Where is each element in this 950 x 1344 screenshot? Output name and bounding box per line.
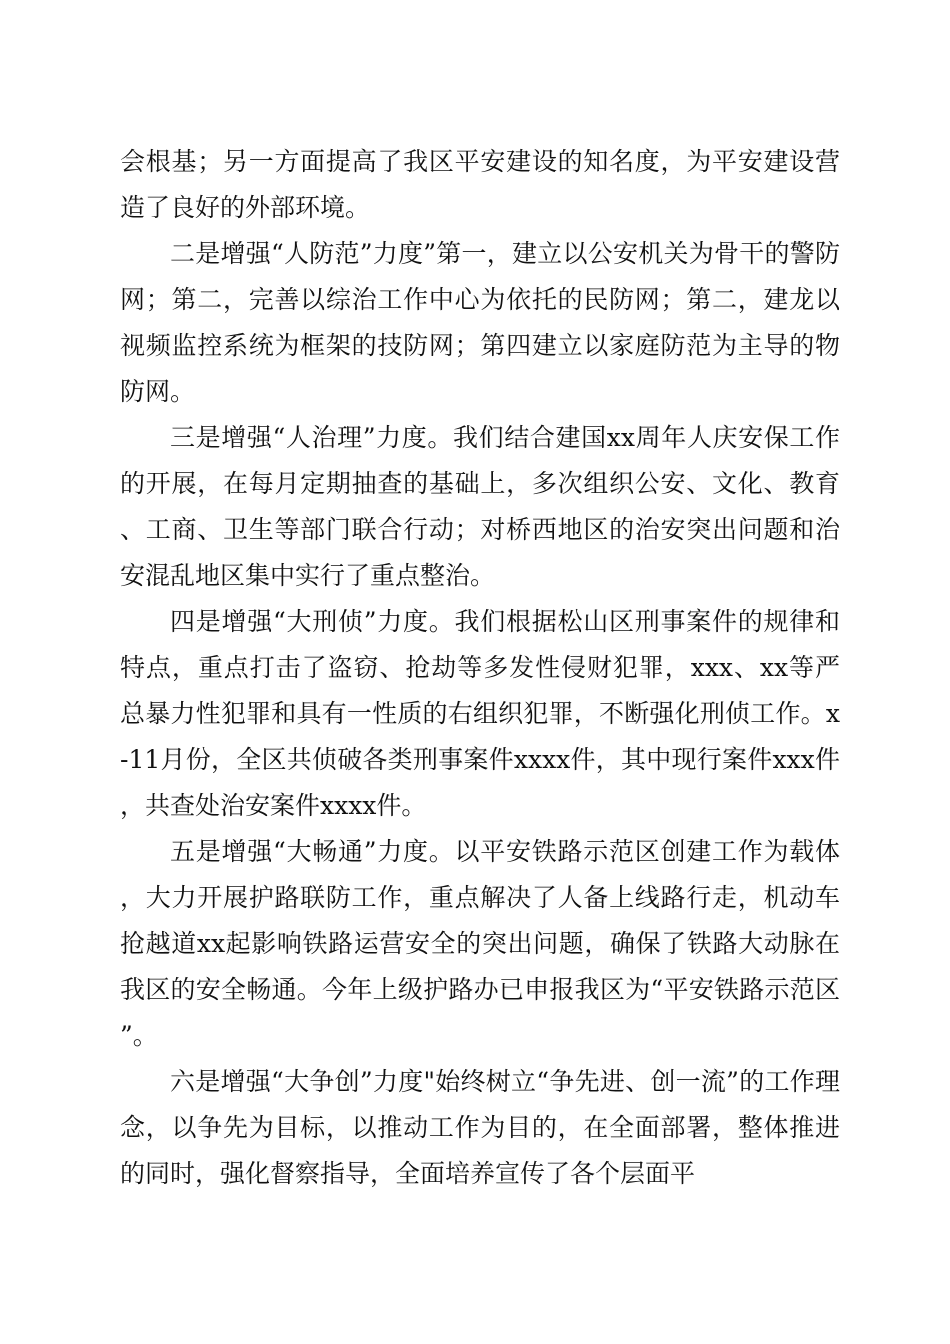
paragraph-governance: 三是增强“人治理”力度。我们结合建国xx周年人庆安保工作的开展，在每月定期抽查的基础上，多次组织公安、文化、教育、工商、卫生等部门联合行动；对桥西地区的治安突出问题和治安混乱地区集中实行了重点整治。 <box>120 423 840 590</box>
paragraph-continuation: 会根基；另一方面提高了我区平安建设的知名度，为平安建设营造了良好的外部环境。 <box>120 147 840 222</box>
paragraph-personnel-defense: 二是增强“人防范”力度”第一，建立以公安机关为骨干的警防网；第二，完善以综治工作中心为依托的民防网；第二，建龙以视频监控系统为框架的技防网；第四建立以家庭防范为主导的物防网。 <box>120 239 840 406</box>
paragraph-competition: 六是增强“大争创”力度"始终树立“争先进、创一流”的工作理念，以争先为目标，以推动工作为目的，在全面部署，整体推进的同时，强化督察指导，全面培养宣传了各个层面平 <box>120 1067 840 1188</box>
document-body <box>120 139 840 1197</box>
paragraph-criminal-investigation: 四是增强“大刑侦”力度。我们根据松山区刑事案件的规律和特点，重点打击了盗窃、抢劫等多发性侵财犯罪，xxx、xx等严总暴力性犯罪和具有一性质的右组织犯罪，不断强化刑侦工作。x-11月份，全区共侦破各类刑事案件xxxx件，其中现行案件xxx件，共查处治安案件xxxx件。 <box>120 607 840 820</box>
paragraph-railway-safety: 五是增强“大畅通”力度。以平安铁路示范区创建工作为载体，大力开展护路联防工作，重点解决了人备上线路行走，机动车抢越道xx起影响铁路运营安全的突出问题，确保了铁路大动脉在我区的安全畅通。今年上级护路办已申报我区为“平安铁路示范区”。 <box>120 837 840 1050</box>
